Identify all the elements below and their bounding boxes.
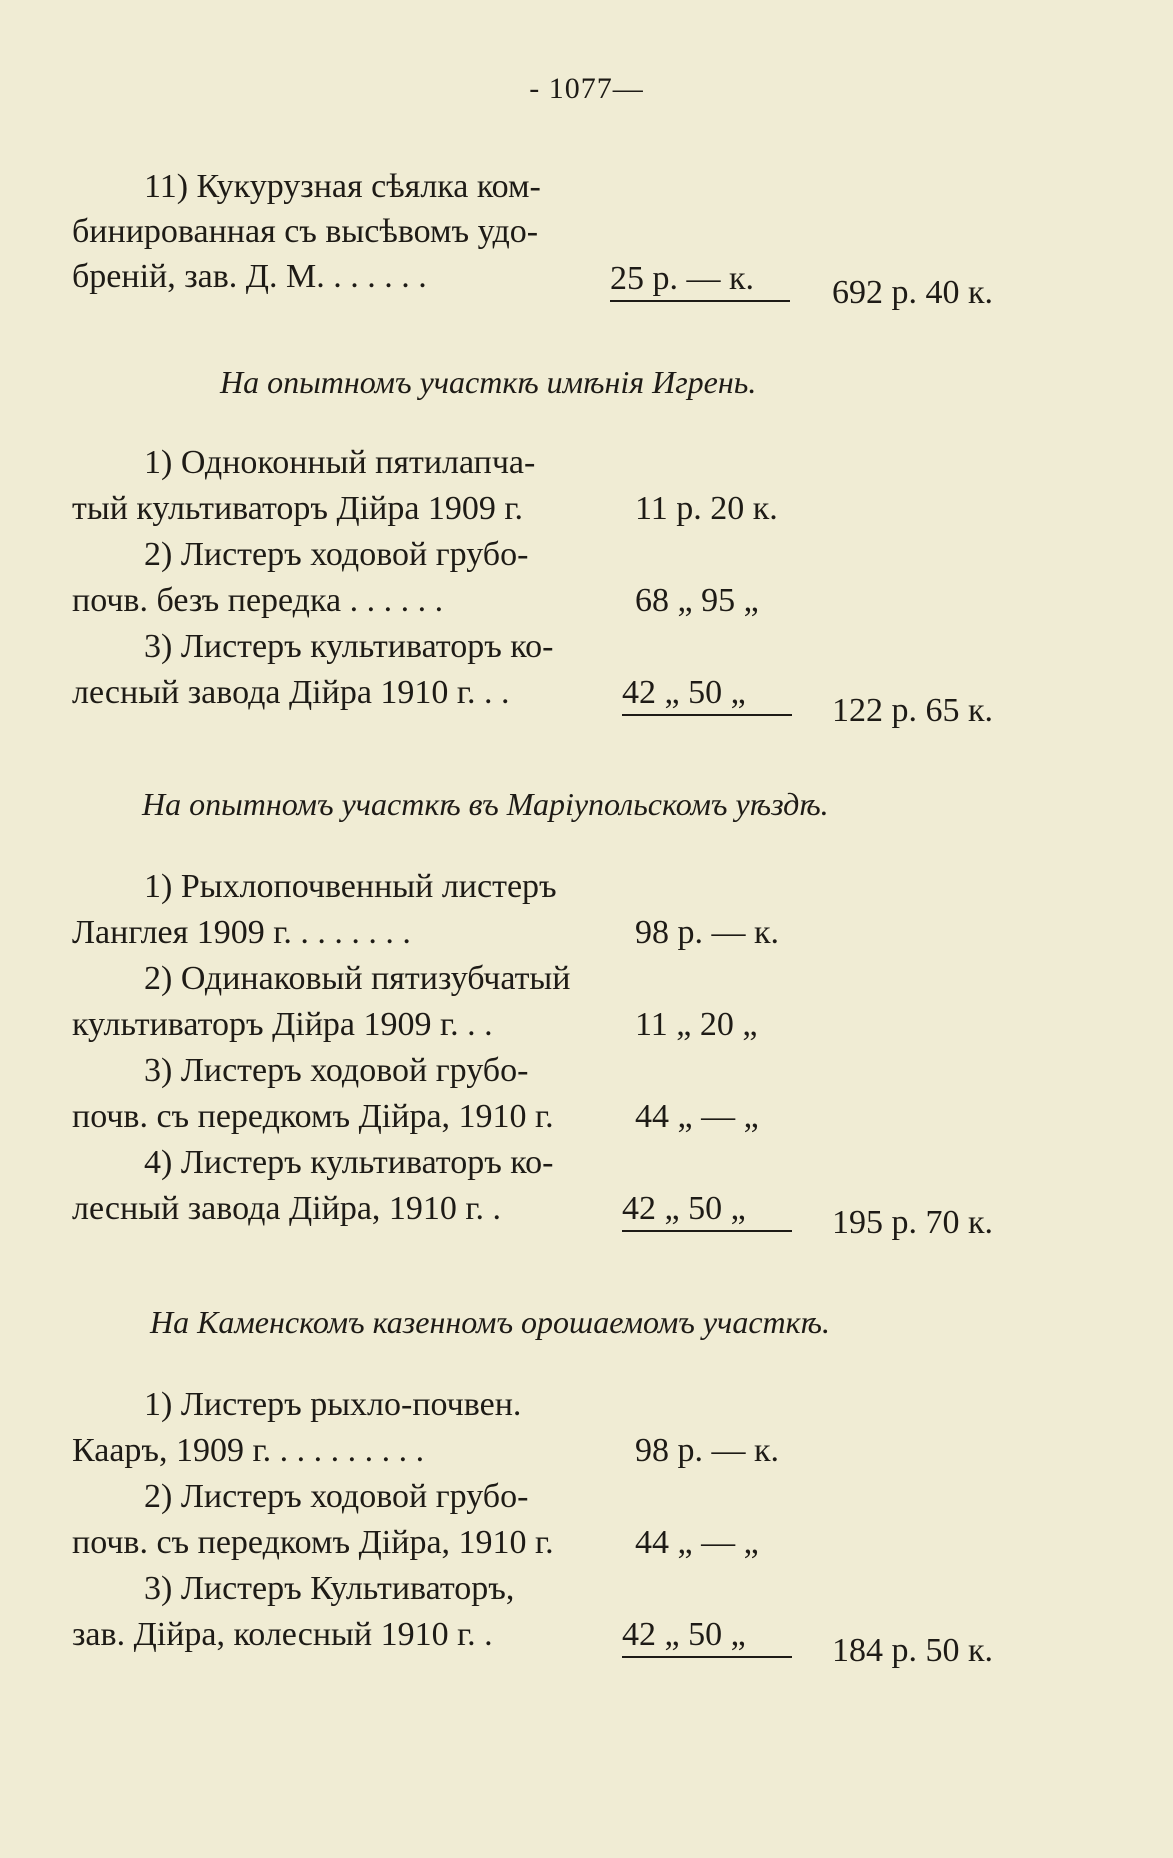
item-line: 1) Одноконный пятилапча- [144, 444, 536, 481]
item-line: 3) Листеръ культиваторъ ко- [144, 628, 554, 665]
item-line: лесный завода Дійра 1910 г. . . [72, 674, 510, 711]
item-line: 11) Кукурузная сѣялка ком- [144, 168, 541, 205]
item-amount: 44 „ — „ [635, 1098, 759, 1135]
item-amount: 98 р. — к. [635, 1432, 780, 1469]
item-line: почв. съ передкомъ Дійра, 1910 г. [72, 1098, 554, 1135]
page-number: - 1077— [529, 72, 644, 105]
section-heading: На опытномъ участкѣ имѣнія Игрень. [220, 364, 757, 400]
item-amount: 11 „ 20 „ [635, 1006, 758, 1043]
item-line: 1) Рыхлопочвенный листеръ [144, 868, 557, 905]
item-line: зав. Дійра, колесный 1910 г. . [72, 1616, 493, 1653]
item-line: культиваторъ Дійра 1909 г. . . [72, 1006, 493, 1043]
item-amount: 42 „ 50 „ [622, 1192, 792, 1232]
section-heading: На Каменскомъ казенномъ орошаемомъ участкѣ. [150, 1304, 830, 1340]
item-line: почв. съ передкомъ Дійра, 1910 г. [72, 1524, 554, 1561]
item-amount: 44 „ — „ [635, 1524, 759, 1561]
item-amount: 68 „ 95 „ [635, 582, 759, 619]
item-line: лесный завода Дійра, 1910 г. . [72, 1190, 502, 1227]
item-line: 3) Листеръ ходовой грубо- [144, 1052, 529, 1089]
group-total: 692 р. 40 к. [832, 274, 994, 311]
item-amount: 42 „ 50 „ [622, 676, 792, 716]
item-line: 3) Листеръ Культиваторъ, [144, 1570, 515, 1607]
group-total: 184 р. 50 к. [832, 1632, 994, 1669]
group-total: 122 р. 65 к. [832, 692, 994, 729]
item-line: Ланглея 1909 г. . . . . . . . [72, 914, 411, 951]
item-line: 2) Листеръ ходовой грубо- [144, 1478, 529, 1515]
item-amount: 25 р. — к. [610, 262, 790, 302]
item-line: почв. безъ передка . . . . . . [72, 582, 444, 619]
item-line: 2) Одинаковый пятизубчатый [144, 960, 571, 997]
item-line: 4) Листеръ культиваторъ ко- [144, 1144, 554, 1181]
item-line: бинированная съ высѣвомъ удо- [72, 213, 539, 250]
item-amount: 98 р. — к. [635, 914, 780, 951]
item-line: бреній, зав. Д. М. . . . . . . [72, 258, 427, 295]
item-amount: 11 р. 20 к. [635, 490, 778, 527]
item-line: 1) Листеръ рыхло-почвен. [144, 1386, 522, 1423]
group-total: 195 р. 70 к. [832, 1204, 994, 1241]
item-line: 2) Листеръ ходовой грубо- [144, 536, 529, 573]
item-line: Кааръ, 1909 г. . . . . . . . . . [72, 1432, 425, 1469]
section-heading: На опытномъ участкѣ въ Маріупольскомъ уѣздѣ. [142, 786, 829, 822]
item-amount: 42 „ 50 „ [622, 1618, 792, 1658]
item-line: тый культиваторъ Дійра 1909 г. [72, 490, 524, 527]
